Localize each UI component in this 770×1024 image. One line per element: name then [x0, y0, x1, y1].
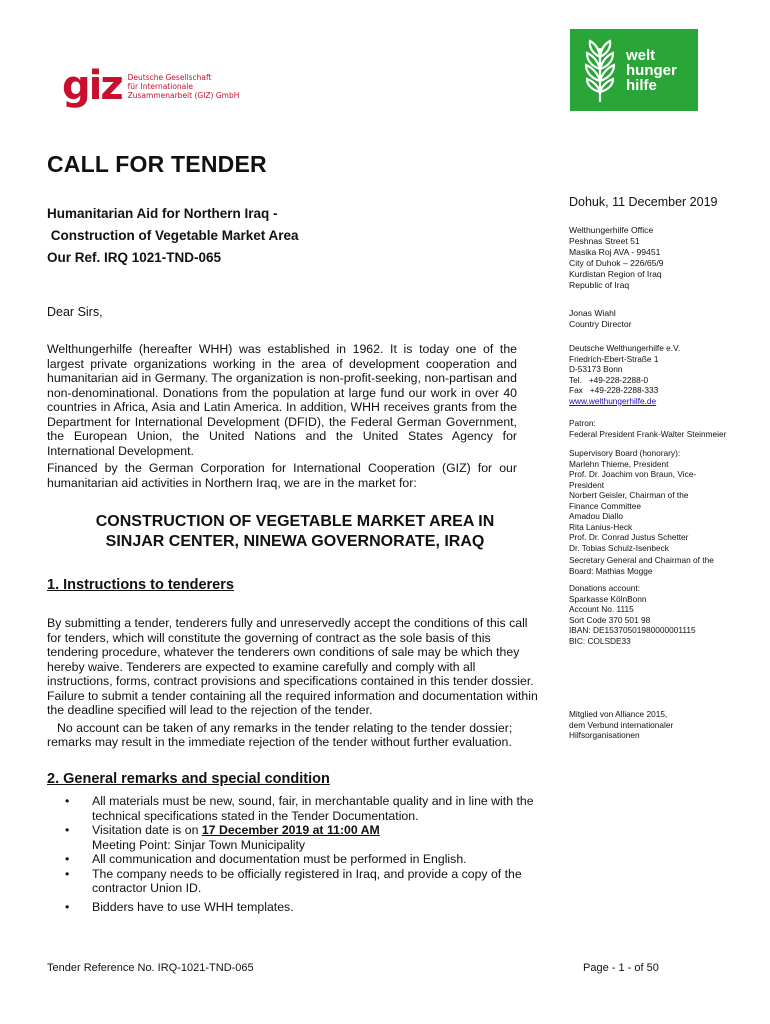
board-line: President [569, 479, 605, 490]
page-number: Page - 1 - of 50 [583, 962, 659, 974]
patron-label: Patron: [569, 418, 596, 428]
alliance-membership [569, 709, 739, 741]
patron-name: Federal President Frank-Walter Steinmeier [569, 428, 727, 439]
letter-date: Dohuk, 11 December 2019 [569, 195, 718, 209]
secretary-general [569, 555, 739, 576]
donations-line: IBAN: DE15370501980000001115 [569, 625, 696, 635]
project-title-line-2: SINJAR CENTER, NINEWA GOVERNORATE, IRAQ [105, 533, 485, 550]
giz-logo-line: Zusammenarbeit (GIZ) GmbH [127, 90, 240, 100]
board-line: Dr. Tobias Schulz-Isenbeck [569, 542, 669, 553]
reference-line: Our Ref. IRQ 1021-TND-065 [47, 250, 222, 265]
whh-logo-line: hunger [626, 61, 677, 79]
hq-line: Deutsche Welthungerhilfe e.V. [569, 343, 681, 353]
document-title: CALL FOR TENDER [47, 151, 267, 177]
whh-logo-line: hilfe [626, 76, 657, 94]
board-line: Rita Lanius-Heck [569, 521, 633, 532]
secgen-line: Secretary General and Chairman of the [569, 555, 714, 565]
meeting-point: Meeting Point: Sinjar Town Municipality [92, 837, 306, 852]
financing-paragraph: Financed by the German Corporation for International Cooperation (GIZ) for our humanitarian aid activities in Northern Iraq, we are in the market for: [47, 461, 517, 490]
country-director [569, 308, 739, 330]
member-line: dem Verbund internationaler [569, 719, 674, 730]
subject-line-2: Construction of Vegetable Market Area [47, 228, 299, 243]
subject-line-1: Humanitarian Aid for Northern Iraq - [47, 206, 278, 221]
donations-line: BIC: COLSDE33 [569, 635, 631, 646]
office-line: Republic of Iraq [569, 280, 630, 290]
whh-logo-line: welt [626, 46, 656, 64]
office-line: Welthungerhilfe Office [569, 225, 654, 235]
donations-line: Account No. 1115 [569, 604, 634, 614]
member-line: Mitglied von Alliance 2015, [569, 709, 668, 719]
board-line: Amadou Diallo [569, 511, 623, 521]
member-line: Hilfsorganisationen [569, 730, 640, 740]
board-line: Prof. Dr. Conrad Justus Schetter [569, 532, 689, 542]
welthungerhilfe-logo [570, 29, 698, 111]
office-line: Masika Roj AVA - 99451 [569, 247, 661, 257]
board-line: Supervisory Board (honorary): [569, 448, 681, 458]
office-line: Peshnas Street 51 [569, 236, 640, 246]
visitation-prefix: Visitation date is on [92, 823, 202, 837]
website-link[interactable]: www.welthungerhilfe.de [569, 395, 657, 406]
wheat-icon [578, 35, 622, 105]
giz-logo-line: Deutsche Gesellschaft [127, 72, 212, 82]
giz-logo-mark: giz [62, 63, 122, 109]
section-1-paragraph: By submitting a tender, tenderers fully and unreservedly accept the conditions of this call for tenders, which will constitute the governing of contract as the sole basis of this tendering procedure, whatever the tenderers own conditions of sale may be which they hereby waive. Tenderers are expected to examine carefully and comply with all instructions, forms, contract provisions and specifications contained in this tender dossier. Failure to submit a tender containing all the required information and documentation within the deadline specified will lead to the rejection of the tender. [47, 616, 538, 717]
donations-line: Donations account: [569, 583, 641, 593]
giz-logo-line: für Internationale [127, 81, 193, 91]
list-item: • The company needs to be officially registered in Iraq, and provide a copy of the contractor Union ID. [62, 867, 542, 896]
hq-address [569, 343, 739, 406]
hq-line: Friedrich-Ebert-Straße 1 [569, 353, 659, 364]
board-line: Norbert Geisler, Chairman of the [569, 490, 689, 500]
donations-line: Sparkasse KölnBonn [569, 593, 647, 604]
donations-account [569, 583, 739, 646]
office-line: Kurdistan Region of Iraq [569, 269, 662, 279]
list-item: • All communication and documentation must be performed in English. [62, 852, 542, 867]
salutation: Dear Sirs, [47, 305, 103, 319]
project-title [47, 512, 543, 552]
list-item [62, 823, 542, 852]
donations-line: Sort Code 370 501 98 [569, 614, 651, 625]
board-line: Marlehn Thieme, President [569, 458, 669, 469]
hq-fax: Fax +49-228-2288-333 [569, 385, 659, 395]
board-line: Finance Committee [569, 500, 641, 511]
project-title-line-1: CONSTRUCTION OF VEGETABLE MARKET AREA IN [95, 513, 495, 530]
hq-line: D-53173 Bonn [569, 364, 623, 374]
office-address [569, 225, 739, 291]
supervisory-board [569, 448, 739, 553]
office-line: City of Duhok – 226/65/9 [569, 258, 664, 268]
list-item: • Bidders have to use WHH templates. [62, 900, 542, 915]
footer-reference: Tender Reference No. IRQ-1021-TND-065 [47, 962, 254, 974]
whh-logo-text [626, 48, 677, 93]
patron-block [569, 418, 739, 439]
visitation-date: 17 December 2019 at 11:00 AM [201, 823, 380, 837]
intro-paragraph: Welthungerhilfe (hereafter WHH) was established in 1962. It is today one of the largest private organizations working in the area of development cooperation and humanitarian aid in Germany. The organization is non-profit-seeking, non-partisan and non-denominational. Donations from the population at large fund our work in over 40 countries in Africa, Asia and Latin America. In addition, WHH receives grants from the Department for International Development (DFID), the Federal German Government, the European Union, the United Nations and the United States Agency for International Development. [47, 342, 517, 458]
board-line: Prof. Dr. Joachim von Braun, Vice- [569, 469, 697, 479]
director-role: Country Director [569, 319, 632, 329]
section-1-paragraph: No account can be taken of any remarks in the tender relating to the tender dossier; remarks may result in the immediate rejection of the tender without further evaluation. [47, 720, 513, 749]
section-2-heading: 2. General remarks and special condition [47, 771, 330, 787]
section-1-heading: 1. Instructions to tenderers [47, 577, 234, 593]
giz-logo [62, 63, 240, 109]
director-name: Jonas Wiahl [569, 308, 616, 318]
hq-phone: Tel. +49-228-2288-0 [569, 374, 649, 385]
secgen-line: Board: Mathias Mogge [569, 565, 653, 576]
subject-block [47, 203, 299, 269]
conditions-list [62, 794, 542, 914]
section-1-body [47, 616, 539, 750]
giz-logo-text [128, 73, 240, 100]
list-item: • All materials must be new, sound, fair, in merchantable quality and in line with the technical specifications stated in the Tender Documentation. [62, 794, 542, 823]
